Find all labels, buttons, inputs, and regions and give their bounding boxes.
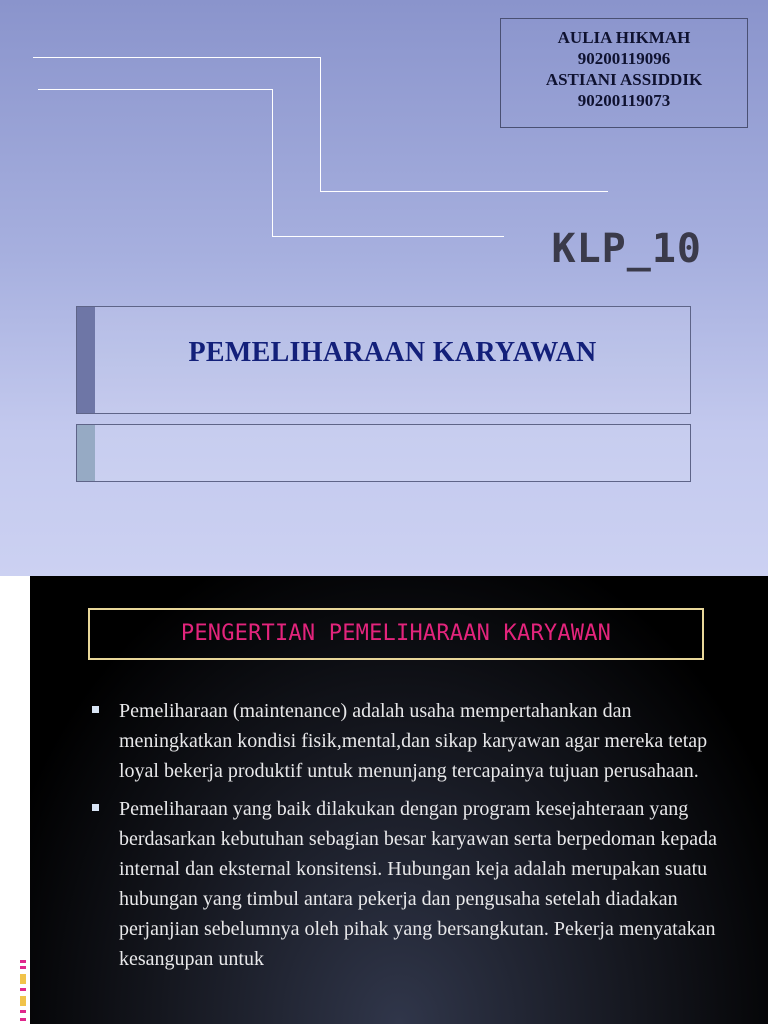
title-box (76, 306, 691, 414)
bullet-text: Pemeliharaan yang baik dilakukan dengan program kesejahteraan yang berdasarkan kebutuhan sebagian besar karyawan serta berpedoman kepada internal dan eksternal konsitensi. Hubungan keja adalah merupakan suatu hubungan yang timbul antara pekerja dan pengusaha setelah diadakan perjanjian sebelumnya oleh pihak yang bersangkutan. Pekerja menyatakan kesangupan untuk (119, 798, 718, 970)
barcode-decoration (17, 632, 29, 680)
author-name: AULIA HIKMAH (557, 28, 691, 47)
bullet-square-icon (92, 804, 99, 811)
section-heading: PENGERTIAN PEMELIHARAAN KARYAWAN (88, 608, 704, 660)
slide-title: PEMELIHARAAN KARYAWAN (188, 337, 597, 368)
stripe-decoration (20, 956, 28, 1024)
list-item (92, 794, 742, 974)
subtitle-box (76, 424, 691, 482)
author-id: 90200119073 (577, 91, 671, 110)
group-label: KLP_10 (551, 226, 702, 272)
author-id: 90200119096 (577, 49, 671, 68)
list-item (92, 696, 742, 786)
deco-line (38, 89, 273, 90)
subtitle-accent-bar (77, 425, 95, 481)
bullet-list (92, 696, 742, 982)
author-name: ASTIANI ASSIDDIK (545, 70, 703, 89)
author-box (500, 18, 748, 128)
content-slide (0, 576, 768, 1024)
deco-line (320, 191, 608, 192)
bullet-text: Pemeliharaan (maintenance) adalah usaha mempertahankan dan meningkatkan kondisi fisik,mental,dan sikap karyawan agar mereka tetap loyal bekerja produktif untuk menunjang tercapainya tujuan perusahaan. (119, 700, 708, 782)
deco-line (33, 57, 321, 58)
deco-line (272, 236, 504, 237)
deco-line (320, 57, 321, 192)
deco-line (272, 89, 273, 237)
title-accent-bar (77, 307, 95, 413)
bullet-square-icon (92, 706, 99, 713)
